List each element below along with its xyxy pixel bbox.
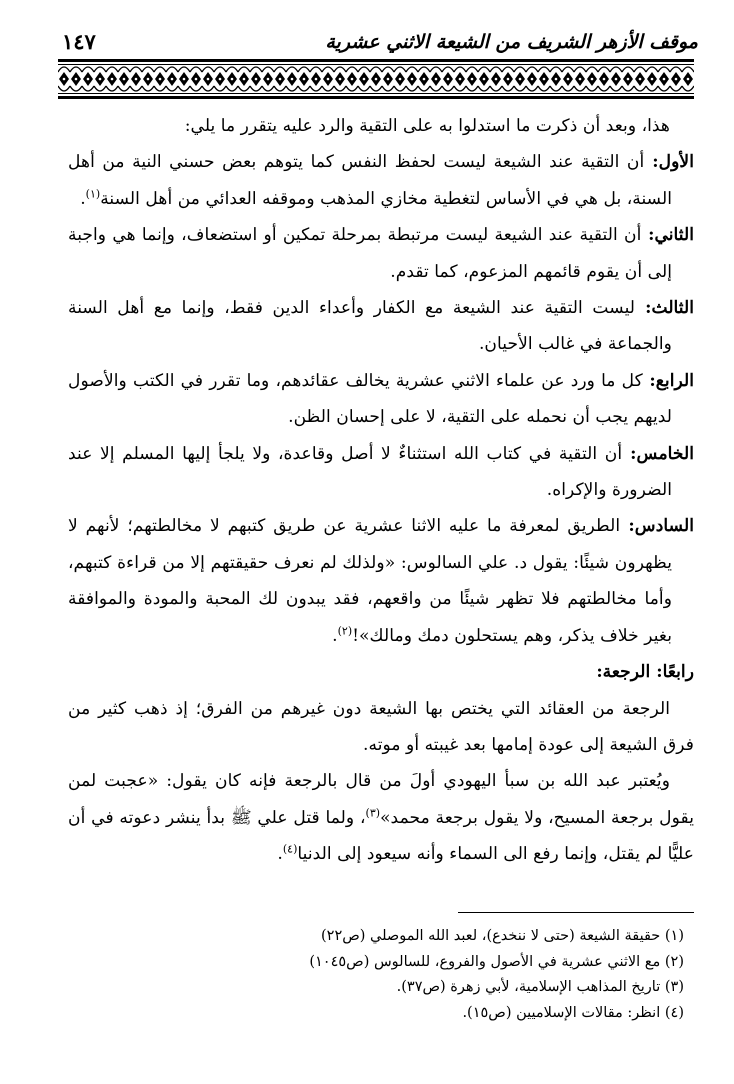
list-item: الرابع: كل ما ورد عن علماء الاثني عشرية يخالف عقائدهم، وما تقرر في الكتب والأصول لديهم يجب أن نحمله على التقية، لا على إحسان الظن. [68, 370, 694, 428]
page-number: ١٤٧ [62, 29, 96, 54]
item-label: الثالث [651, 298, 694, 319]
body-paragraph: الرجعة من العقائد التي يختص بها الشيعة دون غيرهم من الفرق؛ إذ ذهب كثير من فرق الشيعة إلى عودة إمامها بعد غيبته أو موته. [68, 698, 694, 755]
item-label: السادس [634, 516, 694, 537]
footnote: (٤) انظر: مقالات الإسلاميين (ص١٥). [462, 1004, 684, 1021]
list-item: الخامس: أن التقية في كتاب الله استثناءٌ لا أصل وقاعدة، ولا يلجأ إليها المسلم إلا عند الضرورة والإكراه. [68, 443, 694, 501]
footnote-ref: (٢) [337, 623, 353, 637]
footnote: (٢) مع الاثني عشرية في الأصول والفروع، للسالوس (ص١٠٤٥) [309, 953, 684, 970]
list-item: السادس: الطريق لمعرفة ما عليه الاثنا عشرية عن طريق كتبهم لا مخالطتهم؛ لأنهم لا يظهرون شيئًا: يقول د. علي السالوس: «ولذلك لم نعرف حقيقتهم إلا من قراءة كتبهم، وأما مخالطتهم فلا تظهر شيئًا من واقعهم، فقد يبدون لك المحبة والمودة والموافقة بغير خلاف يذكر، وهم يستحلون دمك ومالك»!$^{(٢)}$. [68, 516, 694, 646]
list-item: الثالث: ليست التقية عند الشيعة مع الكفار وأعداء الدين فقط، وإنما مع أهل السنة والجماعة في غالب الأحيان. [68, 298, 694, 355]
item-text: كل ما ورد عن علماء الاثني عشرية يخالف عقائدهم، وما تقرر في الكتب والأصول لديهم يجب أن نحمله على التقية، لا على إحسان الظن. [68, 370, 672, 428]
intro-paragraph: هذا، وبعد أن ذكرت ما استدلوا به على التقية والرد عليه يتقرر ما يلي: [184, 116, 670, 136]
body-paragraph: ويُعتبر عبد الله بن سبأ اليهودي أولَ من قال بالرجعة فإنه كان يقول: «عجبت لمن يقول برجعة المسيح، ولا يقول برجعة محمد»$^{(٣)}$، ولما قتل علي ﷺ بدأ ينشر دعوته في أن عليًّا لم يقتل، وإنما رفع الى السماء وأنه سيعود إلى الدنيا$^{(٤)}$. [68, 771, 694, 865]
item-label: الأول [658, 152, 694, 173]
item-text: أن التقية عند الشيعة ليست لحفظ النفس كما يتوهم بعض حسني النية من أهل السنة، بل هي في الأساس لتغطية مخازي المذهب وموقفه العدائي من أهل السنة [68, 152, 672, 209]
footnote-ref: (٣) [365, 805, 381, 819]
item-label: الرابع [655, 370, 694, 391]
footnote: (٣) تاريخ المذاهب الإسلامية، لأبي زهرة (ص٣٧). [396, 979, 684, 995]
item-label: الخامس [636, 443, 694, 464]
item-text: الطريق لمعرفة ما عليه الاثنا عشرية عن طريق كتبهم لا مخالطتهم؛ لأنهم لا يظهرون شيئًا: يقول د. علي السالوس: «ولذلك لم نعرف حقيقتهم إلا من قراءة كتبهم، وأما مخالطتهم فلا تظهر شيئًا من واقعهم، فقد يبدون لك المحبة والمودة والموافقة بغير خلاف يذكر، وهم يستحلون دمك ومالك»! [68, 516, 672, 646]
item-label: الثاني [654, 225, 694, 246]
item-text: أن التقية عند الشيعة ليست مرتبطة بمرحلة تمكين أو استضعاف، وإنما هي واجبة إلى أن يقوم قائمهم المزعوم، كما تقدم. [68, 225, 672, 282]
main-text [68, 108, 694, 873]
section-heading: رابعًا: الرجعة: [596, 662, 694, 683]
page-header [62, 26, 698, 56]
footnote-ref: (٤) [282, 842, 298, 856]
running-title: موقف الأزهر الشريف من الشيعة الاثني عشرية [325, 31, 698, 53]
footnotes [60, 924, 684, 1026]
footnote-divider [458, 912, 694, 913]
item-text: ليست التقية عند الشيعة مع الكفار وأعداء الدين فقط، وإنما مع أهل السنة والجماعة في غالب الأحيان. [68, 298, 672, 355]
ornamental-border [58, 58, 694, 100]
footnote: (١) حقيقة الشيعة (حتى لا ننخدع)، لعبد الله الموصلي (ص٢٢) [320, 928, 684, 944]
list-item: الأول: أن التقية عند الشيعة ليست لحفظ النفس كما يتوهم بعض حسني النية من أهل السنة، بل هي في الأساس لتغطية مخازي المذهب وموقفه العدائي من أهل السنة$^{(١)}$. [68, 152, 694, 209]
item-text: أن التقية في كتاب الله استثناءٌ لا أصل وقاعدة، ولا يلجأ إليها المسلم إلا عند الضرورة والإكراه. [68, 443, 672, 501]
footnote-ref: (١) [85, 187, 101, 201]
list-item: الثاني: أن التقية عند الشيعة ليست مرتبطة بمرحلة تمكين أو استضعاف، وإنما هي واجبة إلى أن يقوم قائمهم المزعوم، كما تقدم. [68, 225, 694, 282]
